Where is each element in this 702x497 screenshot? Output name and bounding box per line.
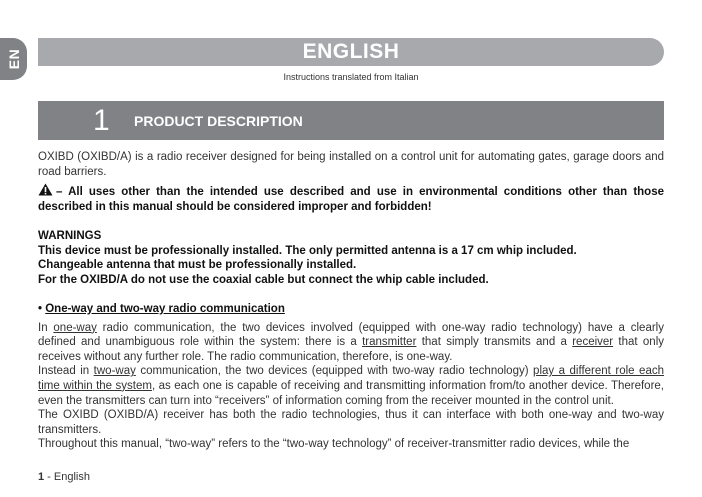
term-receiver: receiver bbox=[572, 336, 614, 349]
language-side-tab bbox=[0, 38, 27, 80]
term-different-role: play a different role each time within the system bbox=[38, 365, 664, 392]
text-run: communication, the two devices (equipped with two-way radio technology) bbox=[135, 365, 534, 378]
footer-separator: - bbox=[44, 471, 54, 483]
language-side-tab-label: EN bbox=[5, 48, 22, 70]
manual-note-paragraph: Throughout this manual, “two-way” refers to the “two-way technology” of receiver-transmitter radio devices, while the bbox=[38, 438, 630, 451]
caution-paragraph bbox=[38, 183, 664, 214]
language-header-bar bbox=[38, 38, 664, 66]
text-run: radio communication, the two devices involved (equipped with one-way radio technology) have a clearly defined and unambiguous role within the system: there is a bbox=[38, 321, 664, 349]
warning-triangle-icon bbox=[38, 183, 53, 196]
section-number: 1 bbox=[93, 104, 110, 137]
two-way-paragraph bbox=[38, 364, 664, 408]
text-run: Instead in bbox=[38, 365, 94, 378]
warnings-heading: WARNINGS bbox=[38, 229, 102, 242]
text-run: , as each one is capable of receiving and transmitting information from/to another device. Therefore, even the transmitters can turn into “receivers” of information coming from the receiver mounted in the control unit. bbox=[38, 379, 664, 407]
document-body bbox=[38, 150, 664, 452]
page-number: 1 bbox=[38, 471, 45, 483]
caution-text: – All uses other than the intended use described and use in environmental conditions other than those described in this manual should be considered improper and forbidden! bbox=[38, 186, 664, 213]
language-title: ENGLISH bbox=[302, 40, 400, 63]
warning-line-1: This device must be professionally installed. The only permitted antenna is a 17 cm whip included. bbox=[38, 244, 577, 257]
term-two-way: two-way bbox=[93, 365, 136, 378]
page-footer bbox=[38, 471, 90, 483]
warning-line-2: Changeable antenna that must be professionally installed. bbox=[38, 259, 357, 272]
radio-subheading-text: One-way and two-way radio communication bbox=[45, 302, 285, 315]
intro-paragraph: OXIBD (OXIBD/A) is a radio receiver designed for being installed on a control unit for automating gates, garage doors and road barriers. bbox=[38, 151, 664, 178]
warning-line-3: For the OXIBD/A do not use the coaxial cable but connect the whip cable included. bbox=[38, 273, 489, 286]
section-header-bar bbox=[38, 101, 664, 140]
receiver-paragraph: The OXIBD (OXIBD/A) receiver has both the radio technologies, thus it can interface with both one-way and two-way transmitters. bbox=[38, 409, 664, 436]
section-title: PRODUCT DESCRIPTION bbox=[134, 113, 303, 129]
text-run: that only receives without any further role. The radio communication, therefore, is one-way. bbox=[38, 336, 665, 363]
radio-subheading bbox=[38, 302, 664, 317]
translation-note: Instructions translated from Italian bbox=[283, 72, 419, 82]
text-run: that simply transmits and a bbox=[416, 336, 573, 349]
one-way-paragraph bbox=[38, 321, 664, 365]
footer-label: English bbox=[53, 471, 90, 483]
term-one-way: one-way bbox=[53, 321, 97, 334]
text-run: In bbox=[38, 321, 54, 334]
bullet: • bbox=[38, 302, 43, 315]
term-transmitter: transmitter bbox=[362, 336, 417, 349]
